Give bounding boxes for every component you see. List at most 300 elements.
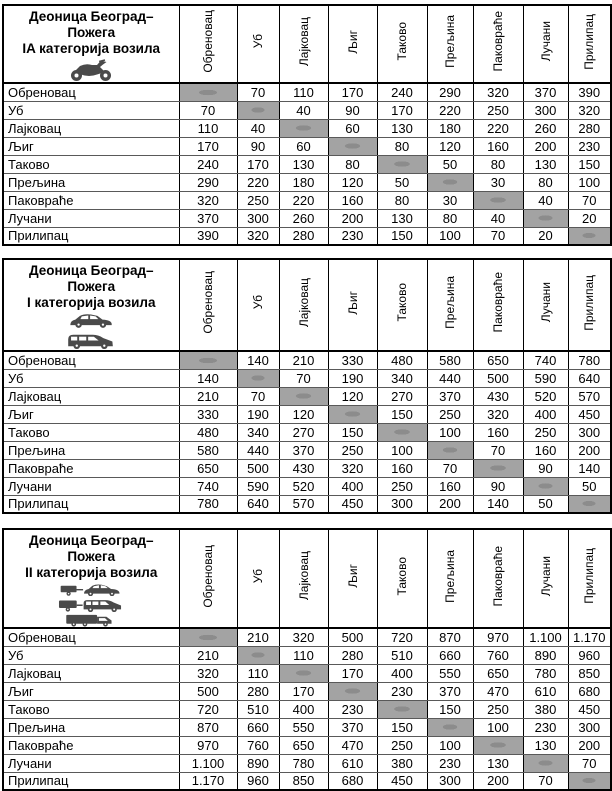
- toll-price-cell: 270: [377, 387, 427, 405]
- toll-price-cell: 430: [473, 387, 523, 405]
- toll-price-cell: 570: [568, 387, 611, 405]
- row-header-label: Прељина: [3, 173, 179, 191]
- column-header-6: [427, 5, 473, 83]
- toll-price-cell: 170: [279, 682, 328, 700]
- same-location-blocked-cell: [377, 423, 427, 441]
- toll-price-cell: 970: [473, 628, 523, 646]
- same-location-blocked-cell: [377, 155, 427, 173]
- toll-price-cell: 90: [473, 477, 523, 495]
- column-header-label: Уб: [251, 34, 265, 49]
- toll-price-cell: 640: [568, 369, 611, 387]
- column-header-3: [279, 259, 328, 351]
- toll-price-cell: 380: [377, 754, 427, 772]
- toll-price-cell: 270: [279, 423, 328, 441]
- toll-price-cell: 320: [179, 191, 237, 209]
- table-row: [3, 477, 611, 495]
- toll-price-cell: 40: [279, 101, 328, 119]
- toll-price-cell: 230: [328, 227, 377, 245]
- same-location-blocked-cell: [427, 718, 473, 736]
- row-header-label: Обреновац: [3, 83, 179, 101]
- table-row: [3, 173, 611, 191]
- toll-price-cell: 110: [179, 119, 237, 137]
- vehicle-icons: [6, 58, 177, 82]
- toll-price-cell: 170: [328, 83, 377, 101]
- table-row: [3, 736, 611, 754]
- toll-price-cell: 640: [237, 495, 279, 513]
- toll-price-cell: 210: [179, 646, 237, 664]
- same-location-blocked-cell: [568, 772, 611, 790]
- column-header-label: Паковраће: [491, 11, 505, 72]
- same-location-blocked-cell: [328, 405, 377, 423]
- toll-price-cell: 250: [473, 101, 523, 119]
- toll-price-cell: 850: [279, 772, 328, 790]
- toll-table-i-wrapper: [2, 258, 612, 514]
- table-row: [3, 772, 611, 790]
- toll-price-cell: 320: [179, 664, 237, 682]
- toll-price-cell: 280: [328, 646, 377, 664]
- toll-price-cell: 370: [427, 682, 473, 700]
- toll-price-cell: 250: [328, 441, 377, 459]
- toll-price-cell: 70: [473, 227, 523, 245]
- table-row: [3, 101, 611, 119]
- toll-price-cell: 40: [473, 209, 523, 227]
- toll-price-cell: 150: [427, 700, 473, 718]
- row-header-label: Уб: [3, 646, 179, 664]
- toll-price-cell: 500: [237, 459, 279, 477]
- toll-price-cell: 450: [328, 495, 377, 513]
- toll-price-cell: 470: [328, 736, 377, 754]
- toll-price-cell: 210: [237, 628, 279, 646]
- toll-price-cell: 200: [568, 736, 611, 754]
- toll-price-cell: 130: [377, 209, 427, 227]
- toll-price-cell: 500: [179, 682, 237, 700]
- toll-price-cell: 100: [427, 423, 473, 441]
- toll-price-cell: 230: [568, 137, 611, 155]
- table-row: [3, 227, 611, 245]
- toll-price-cell: 290: [427, 83, 473, 101]
- toll-price-cell: 470: [473, 682, 523, 700]
- column-header-label: Љиг: [345, 29, 360, 54]
- toll-price-cell: 610: [523, 682, 568, 700]
- row-header-label: Паковраће: [3, 736, 179, 754]
- column-header-label: Прилипац: [582, 548, 597, 604]
- toll-price-cell: 180: [427, 119, 473, 137]
- toll-price-cell: 870: [427, 628, 473, 646]
- toll-price-cell: 660: [237, 718, 279, 736]
- toll-price-cell: 890: [523, 646, 568, 664]
- toll-price-cell: 450: [568, 700, 611, 718]
- column-header-3: [279, 5, 328, 83]
- toll-price-cell: 230: [328, 700, 377, 718]
- toll-price-cell: 890: [237, 754, 279, 772]
- same-location-blocked-cell: [179, 83, 237, 101]
- row-header-label: Љиг: [3, 137, 179, 155]
- row-header-label: Прељина: [3, 718, 179, 736]
- toll-price-cell: 140: [237, 351, 279, 369]
- same-location-blocked-cell: [237, 369, 279, 387]
- same-location-blocked-cell: [179, 628, 237, 646]
- toll-price-cell: 240: [377, 83, 427, 101]
- toll-price-cell: 160: [427, 477, 473, 495]
- table-row: [3, 628, 611, 646]
- column-header-label: Лајковац: [296, 277, 311, 328]
- column-header-7: [473, 259, 523, 351]
- toll-price-cell: 260: [523, 119, 568, 137]
- van-trailer-icon: [58, 597, 124, 613]
- toll-price-cell: 130: [523, 736, 568, 754]
- toll-price-cell: 740: [523, 351, 568, 369]
- vehicle-category-title: I категорија возила: [27, 295, 156, 310]
- toll-price-cell: 1.170: [179, 772, 237, 790]
- toll-price-cell: 780: [523, 664, 568, 682]
- column-header-9: [568, 529, 611, 628]
- toll-price-cell: 1.170: [568, 628, 611, 646]
- row-header-label: Лајковац: [3, 119, 179, 137]
- row-header-label: Уб: [3, 369, 179, 387]
- column-header-1: [179, 259, 237, 351]
- toll-price-cell: 760: [473, 646, 523, 664]
- column-header-7: [473, 5, 523, 83]
- toll-price-cell: 60: [328, 119, 377, 137]
- row-header-label: Таково: [3, 155, 179, 173]
- toll-price-cell: 110: [279, 646, 328, 664]
- toll-price-cell: 70: [237, 387, 279, 405]
- table-row: [3, 191, 611, 209]
- column-header-label: Прељина: [443, 549, 457, 603]
- table-row: [3, 495, 611, 513]
- toll-price-cell: 170: [377, 101, 427, 119]
- toll-price-cell: 70: [179, 101, 237, 119]
- toll-price-cell: 250: [377, 477, 427, 495]
- toll-price-cell: 510: [237, 700, 279, 718]
- toll-price-cell: 650: [473, 664, 523, 682]
- toll-price-cell: 230: [377, 682, 427, 700]
- column-header-5: [377, 529, 427, 628]
- table-row: [3, 754, 611, 772]
- row-header-label: Лучани: [3, 477, 179, 495]
- toll-price-cell: 100: [568, 173, 611, 191]
- table-row: [3, 700, 611, 718]
- toll-price-cell: 740: [179, 477, 237, 495]
- toll-price-cell: 40: [237, 119, 279, 137]
- toll-price-cell: 370: [427, 387, 473, 405]
- toll-price-cell: 140: [568, 459, 611, 477]
- row-header-label: Љиг: [3, 405, 179, 423]
- column-header-8: [523, 5, 568, 83]
- toll-price-cell: 150: [377, 718, 427, 736]
- same-location-blocked-cell: [279, 119, 328, 137]
- toll-price-cell: 90: [237, 137, 279, 155]
- row-header-label: Лајковац: [3, 664, 179, 682]
- toll-price-cell: 610: [328, 754, 377, 772]
- toll-price-cell: 130: [279, 155, 328, 173]
- toll-price-cell: 70: [523, 772, 568, 790]
- toll-price-cell: 220: [473, 119, 523, 137]
- column-header-4: [328, 5, 377, 83]
- toll-price-cell: 250: [473, 700, 523, 718]
- toll-price-cell: 500: [328, 628, 377, 646]
- column-header-2: [237, 529, 279, 628]
- toll-price-cell: 340: [237, 423, 279, 441]
- table-row: [3, 441, 611, 459]
- toll-price-cell: 280: [568, 119, 611, 137]
- vehicle-category-title: IA категорија возила: [22, 41, 161, 56]
- toll-price-cell: 400: [377, 664, 427, 682]
- toll-price-cell: 400: [523, 405, 568, 423]
- row-header-label: Лучани: [3, 209, 179, 227]
- toll-price-cell: 580: [427, 351, 473, 369]
- column-header-8: [523, 259, 568, 351]
- toll-price-cell: 80: [473, 155, 523, 173]
- column-header-7: [473, 529, 523, 628]
- column-header-label: Паковраће: [491, 272, 505, 333]
- column-header-label: Таково: [395, 283, 409, 322]
- toll-price-cell: 510: [377, 646, 427, 664]
- same-location-blocked-cell: [473, 191, 523, 209]
- same-location-blocked-cell: [427, 441, 473, 459]
- same-location-blocked-cell: [279, 387, 328, 405]
- toll-price-cell: 450: [568, 405, 611, 423]
- table-row: [3, 387, 611, 405]
- table-row: [3, 209, 611, 227]
- toll-price-cell: 120: [427, 137, 473, 155]
- table-row: [3, 137, 611, 155]
- toll-price-cell: 780: [179, 495, 237, 513]
- column-header-label: Прилипац: [582, 13, 597, 70]
- toll-price-cell: 200: [473, 772, 523, 790]
- table-row: [3, 423, 611, 441]
- toll-price-cell: 200: [328, 209, 377, 227]
- column-header-9: [568, 259, 611, 351]
- row-header-label: Прилипац: [3, 495, 179, 513]
- table-title-cell: [3, 529, 179, 628]
- row-header-label: Лајковац: [3, 387, 179, 405]
- column-header-6: [427, 529, 473, 628]
- toll-price-cell: 170: [328, 664, 377, 682]
- toll-price-cell: 160: [328, 191, 377, 209]
- column-header-label: Обреновац: [201, 10, 215, 73]
- column-header-label: Таково: [395, 22, 409, 61]
- toll-price-cell: 370: [523, 83, 568, 101]
- table-row: [3, 718, 611, 736]
- table-row: [3, 119, 611, 137]
- toll-price-cell: 110: [237, 664, 279, 682]
- toll-price-cell: 130: [523, 155, 568, 173]
- toll-price-cell: 250: [237, 191, 279, 209]
- toll-price-cell: 430: [279, 459, 328, 477]
- toll-price-cell: 190: [328, 369, 377, 387]
- same-location-blocked-cell: [328, 682, 377, 700]
- same-location-blocked-cell: [328, 137, 377, 155]
- toll-price-cell: 200: [427, 495, 473, 513]
- section-title: Деоница Београд–Пожега: [28, 263, 154, 294]
- toll-price-cell: 150: [377, 227, 427, 245]
- column-header-1: [179, 5, 237, 83]
- truck-icon: [65, 613, 117, 627]
- column-header-label: Лајковац: [296, 16, 311, 67]
- column-header-2: [237, 259, 279, 351]
- toll-price-cell: 390: [568, 83, 611, 101]
- toll-price-cell: 850: [568, 664, 611, 682]
- toll-price-cell: 160: [523, 441, 568, 459]
- column-header-2: [237, 5, 279, 83]
- toll-price-cell: 250: [427, 405, 473, 423]
- toll-price-cell: 440: [427, 369, 473, 387]
- toll-price-cell: 20: [523, 227, 568, 245]
- toll-price-cell: 590: [523, 369, 568, 387]
- toll-price-cell: 960: [237, 772, 279, 790]
- column-header-1: [179, 529, 237, 628]
- toll-price-cell: 230: [427, 754, 473, 772]
- toll-price-cell: 20: [568, 209, 611, 227]
- toll-price-cell: 520: [523, 387, 568, 405]
- toll-price-cell: 870: [179, 718, 237, 736]
- toll-price-cell: 960: [568, 646, 611, 664]
- toll-price-cell: 80: [523, 173, 568, 191]
- toll-table-i: [2, 258, 612, 514]
- toll-price-cell: 170: [237, 155, 279, 173]
- toll-price-cell: 760: [237, 736, 279, 754]
- toll-price-cell: 160: [473, 137, 523, 155]
- same-location-blocked-cell: [473, 459, 523, 477]
- toll-price-cell: 280: [279, 227, 328, 245]
- toll-price-cell: 440: [237, 441, 279, 459]
- row-header-label: Паковраће: [3, 459, 179, 477]
- toll-price-cell: 200: [568, 441, 611, 459]
- table-row: [3, 405, 611, 423]
- toll-price-cell: 370: [179, 209, 237, 227]
- same-location-blocked-cell: [179, 351, 237, 369]
- toll-price-cell: 210: [279, 351, 328, 369]
- toll-price-cell: 100: [473, 718, 523, 736]
- toll-price-cell: 340: [377, 369, 427, 387]
- toll-price-cell: 570: [279, 495, 328, 513]
- toll-price-cell: 320: [279, 628, 328, 646]
- toll-price-cell: 650: [279, 736, 328, 754]
- row-header-label: Љиг: [3, 682, 179, 700]
- toll-price-cell: 150: [328, 423, 377, 441]
- toll-price-cell: 50: [523, 495, 568, 513]
- toll-price-cell: 220: [237, 173, 279, 191]
- section-title: Деоница Београд–Пожега: [28, 533, 154, 564]
- toll-price-cell: 400: [328, 477, 377, 495]
- column-header-8: [523, 529, 568, 628]
- row-header-label: Таково: [3, 700, 179, 718]
- toll-price-cell: 210: [179, 387, 237, 405]
- column-header-label: Лучани: [538, 21, 553, 62]
- toll-price-cell: 190: [237, 405, 279, 423]
- toll-price-cell: 220: [279, 191, 328, 209]
- column-header-label: Лајковац: [296, 551, 311, 601]
- toll-price-cell: 300: [568, 423, 611, 441]
- toll-price-cell: 250: [523, 423, 568, 441]
- toll-price-cell: 100: [377, 441, 427, 459]
- toll-price-cell: 390: [179, 227, 237, 245]
- toll-price-cell: 450: [377, 772, 427, 790]
- toll-price-cell: 80: [377, 191, 427, 209]
- toll-price-cell: 370: [279, 441, 328, 459]
- toll-price-cell: 170: [179, 137, 237, 155]
- toll-price-cell: 80: [328, 155, 377, 173]
- toll-price-cell: 480: [179, 423, 237, 441]
- toll-price-cell: 720: [179, 700, 237, 718]
- toll-price-cell: 70: [473, 441, 523, 459]
- toll-price-cell: 320: [473, 405, 523, 423]
- toll-price-cell: 140: [179, 369, 237, 387]
- column-header-5: [377, 5, 427, 83]
- toll-price-cell: 110: [279, 83, 328, 101]
- same-location-blocked-cell: [473, 736, 523, 754]
- column-header-label: Љиг: [345, 290, 360, 315]
- toll-price-cell: 160: [377, 459, 427, 477]
- row-header-label: Паковраће: [3, 191, 179, 209]
- column-header-label: Љиг: [345, 564, 360, 588]
- same-location-blocked-cell: [523, 754, 568, 772]
- toll-price-cell: 780: [279, 754, 328, 772]
- toll-price-cell: 500: [473, 369, 523, 387]
- row-header-label: Прилипац: [3, 227, 179, 245]
- column-header-label: Обреновац: [201, 271, 215, 334]
- table-row: [3, 664, 611, 682]
- toll-price-cell: 150: [377, 405, 427, 423]
- row-header-label: Уб: [3, 101, 179, 119]
- row-header-label: Лучани: [3, 754, 179, 772]
- toll-price-cell: 290: [179, 173, 237, 191]
- same-location-blocked-cell: [568, 495, 611, 513]
- toll-price-cell: 1.100: [179, 754, 237, 772]
- toll-price-cell: 80: [377, 137, 427, 155]
- toll-price-cell: 650: [179, 459, 237, 477]
- toll-price-cell: 680: [568, 682, 611, 700]
- toll-price-cell: 320: [568, 101, 611, 119]
- toll-price-cell: 320: [473, 83, 523, 101]
- table-title-cell: [3, 5, 179, 83]
- toll-price-cell: 550: [427, 664, 473, 682]
- minivan-icon: [66, 331, 116, 350]
- toll-price-cell: 40: [523, 191, 568, 209]
- toll-price-cell: 130: [377, 119, 427, 137]
- toll-price-cell: 50: [568, 477, 611, 495]
- column-header-label: Уб: [251, 568, 265, 584]
- row-header-label: Таково: [3, 423, 179, 441]
- row-header-label: Прељина: [3, 441, 179, 459]
- toll-price-cell: 70: [427, 459, 473, 477]
- toll-price-cell: 780: [568, 351, 611, 369]
- toll-price-cell: 60: [279, 137, 328, 155]
- toll-price-cell: 300: [523, 101, 568, 119]
- toll-price-cell: 720: [377, 628, 427, 646]
- toll-price-cell: 660: [427, 646, 473, 664]
- same-location-blocked-cell: [427, 173, 473, 191]
- column-header-3: [279, 529, 328, 628]
- toll-price-cell: 50: [377, 173, 427, 191]
- column-header-label: Лучани: [538, 555, 553, 597]
- toll-price-cell: 280: [237, 682, 279, 700]
- toll-price-cell: 120: [328, 173, 377, 191]
- toll-price-cell: 650: [473, 351, 523, 369]
- car-trailer-icon: [59, 582, 123, 597]
- toll-price-cell: 100: [427, 227, 473, 245]
- column-header-label: Лучани: [538, 282, 553, 323]
- toll-price-cell: 300: [237, 209, 279, 227]
- vehicle-icons: [6, 582, 177, 627]
- toll-price-cell: 260: [279, 209, 328, 227]
- vehicle-icons: [6, 312, 177, 350]
- same-location-blocked-cell: [523, 209, 568, 227]
- toll-price-cell: 30: [473, 173, 523, 191]
- table-row: [3, 155, 611, 173]
- car-icon: [68, 312, 114, 331]
